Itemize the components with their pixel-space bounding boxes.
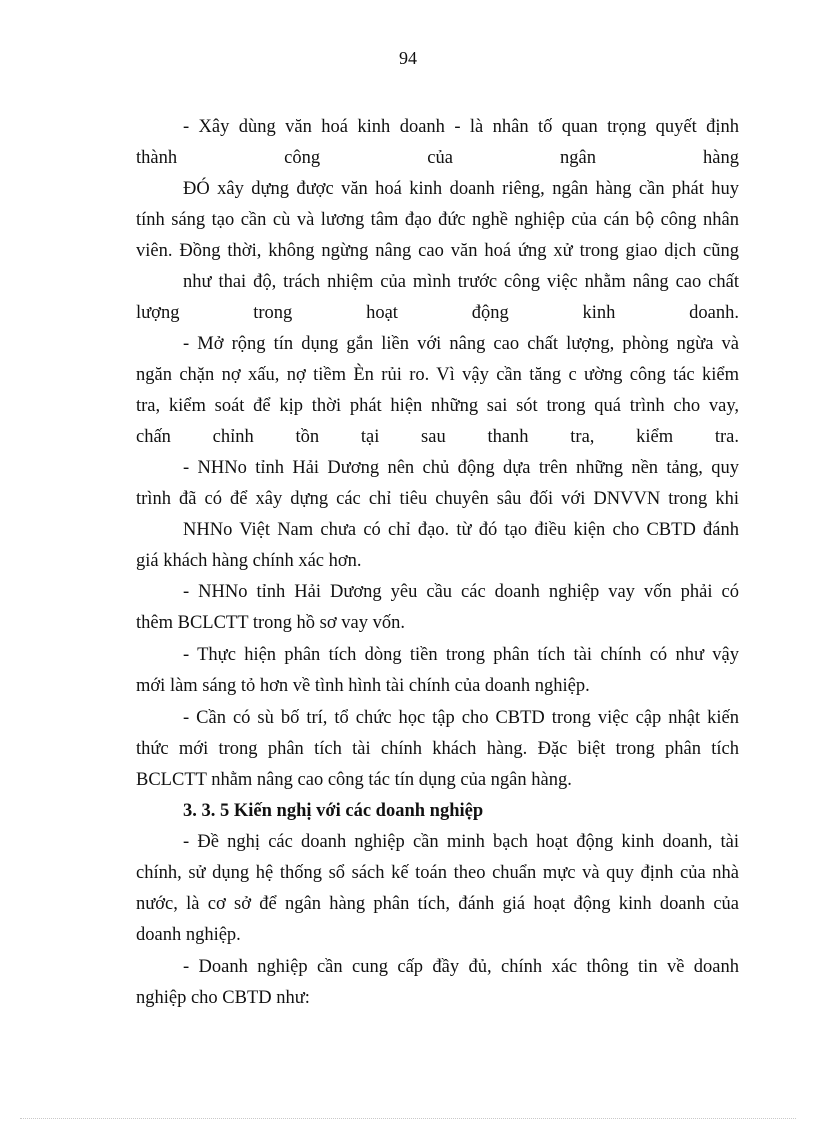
paragraph-line: thành công của ngân hàng [136,148,739,168]
paragraph-line: nước, là cơ sở để ngân hàng phân tích, đánh giá hoạt động kinh doanh của [136,894,739,914]
paragraph-line: NHNo Việt Nam chưa có chỉ đạo. từ đó tạo điều kiện cho CBTD đánh [183,520,739,540]
paragraph-line: - NHNo tỉnh Hải Dương nên chủ động dựa trên những nền tảng, quy [183,458,739,478]
paragraph-line: tính sáng tạo cần cù và lương tâm đạo đức nghề nghiệp của cán bộ công nhân [136,210,739,230]
paragraph-line: như thai độ, trách nhiệm của mình trước công việc nhằm nâng cao chất [183,272,739,292]
paragraph-line: - Mở rộng tín dụng gắn liền với nâng cao chất lượng, phòng ngừa và [183,334,739,354]
paragraph-line: - Cần có sù bố trí, tổ chức học tập cho CBTD trong việc cập nhật kiến [183,708,739,728]
paragraph-line: mới làm sáng tỏ hơn về tình hình tài chính của doanh nghiệp. [136,676,590,696]
paragraph-line: ĐÓ xây dựng được văn hoá kinh doanh riêng, ngân hàng cần phát huy [183,179,739,199]
page-bottom-rule [20,1118,796,1119]
paragraph-line: thức mới trong phân tích tài chính khách hàng. Đặc biệt trong phân tích [136,739,739,759]
section-heading: 3. 3. 5 Kiến nghị với các doanh nghiệp [183,801,484,821]
paragraph-line: lượng trong hoạt động kinh doanh. [136,303,739,323]
page-number: 94 [399,48,417,68]
paragraph-line: chính, sử dụng hệ thống sổ sách kế toán theo chuẩn mực và quy định của nhà [136,863,739,883]
paragraph-line: viên. Đồng thời, không ngừng nâng cao văn hoá ứng xử trong giao dịch cũng [136,241,739,261]
paragraph-line: trình đã có để xây dựng các chỉ tiêu chuyên sâu đối với DNVVN trong khi [136,489,739,509]
paragraph-line: BCLCTT nhằm nâng cao công tác tín dụng của ngân hàng. [136,770,572,790]
paragraph-line: chấn chỉnh tồn tại sau thanh tra, kiểm tra. [136,427,739,447]
paragraph-line: - Xây dùng văn hoá kinh doanh - là nhân tố quan trọng quyết định [183,117,739,137]
paragraph-line: doanh nghiệp. [136,925,241,945]
paragraph-line: giá khách hàng chính xác hơn. [136,551,362,571]
paragraph-line: - Thực hiện phân tích dòng tiền trong phân tích tài chính có như vậy [183,645,739,665]
paragraph-line: - Đề nghị các doanh nghiệp cần minh bạch hoạt động kinh doanh, tài [183,832,739,852]
paragraph-line: nghiệp cho CBTD như: [136,988,310,1008]
paragraph-line: tra, kiểm soát để kịp thời phát hiện những sai sót trong quá trình cho vay, [136,396,739,416]
paragraph-line: thêm BCLCTT trong hồ sơ vay vốn. [136,613,405,633]
paragraph-line: ngăn chặn nợ xấu, nợ tiềm Èn rủi ro. Vì vậy cần tăng c ường công tác kiểm [136,365,739,385]
paragraph-line: - Doanh nghiệp cần cung cấp đầy đủ, chính xác thông tin về doanh [183,957,739,977]
paragraph-line: - NHNo tỉnh Hải Dương yêu cầu các doanh nghiệp vay vốn phải có [183,582,739,602]
